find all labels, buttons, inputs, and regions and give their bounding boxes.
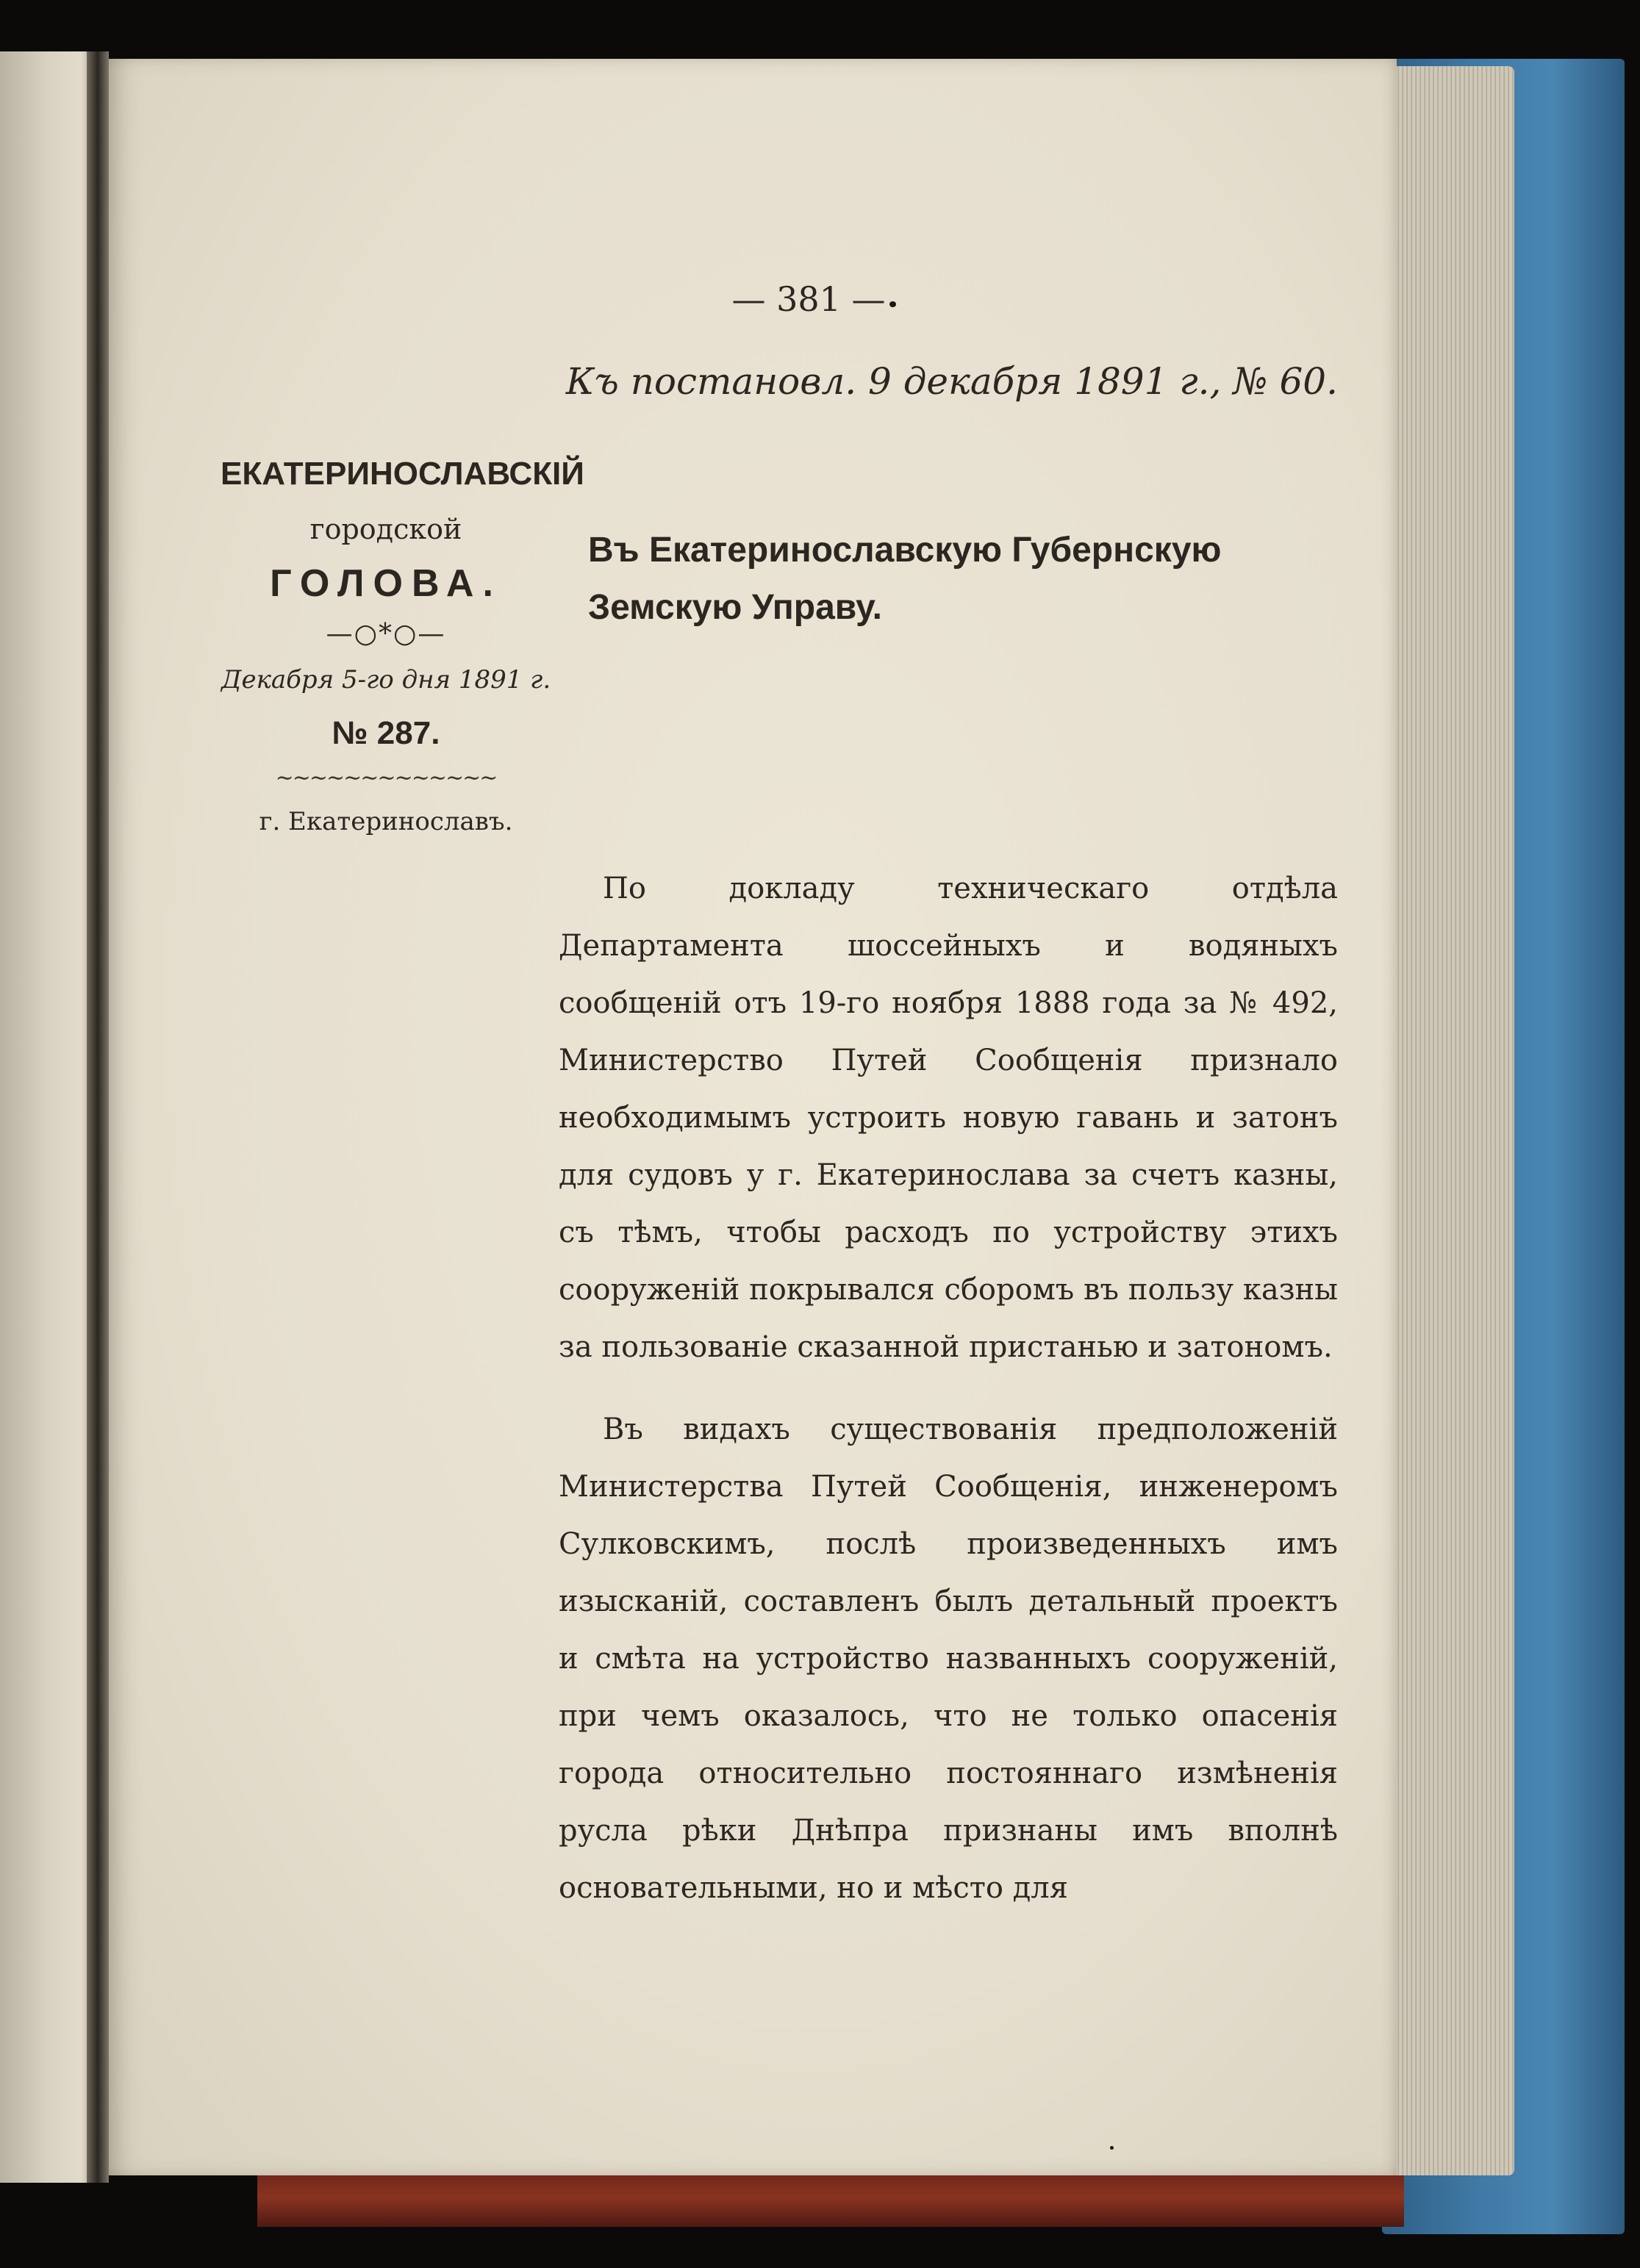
document-page xyxy=(103,59,1397,2175)
authority-org: ЕКАТЕРИНОСЛАВСКІЙ xyxy=(221,456,584,492)
ornament-divider: —○*○— xyxy=(326,619,446,649)
paragraph-2: Въ видахъ существованія предположеній Министерства Путей Сообщенія, инженеромъ Сулковскимъ, послѣ произведенныхъ имъ изысканій, составленъ былъ детальный проектъ и смѣта на устройство названныхъ сооруженій, при чемъ оказалось, что не только опасенія города относительно постояннаго измѣненія русла рѣки Днѣпра признаны имъ вполнѣ основательными, но и мѣсто для xyxy=(559,1413,1338,1905)
authority-city: городской xyxy=(309,513,462,545)
book-gutter xyxy=(87,51,109,2183)
paper-speck xyxy=(889,301,896,307)
left-page xyxy=(0,51,96,2183)
addressee: Въ Екатеринославскую Губернскую Земскую Управу. xyxy=(588,531,1222,627)
paragraph-1: По докладу техническаго отдѣла Департамента шоссейныхъ и водяныхъ сообщеній отъ 19-го ноября 1888 года за № 492, Министерство Путей Сообщенія признало необходимымъ устроить новую гавань и затонъ для судовъ у г. Екатеринослава за счетъ казны, съ тѣмъ, чтобы расходъ по устройству этихъ сооруженій покрывался сборомъ въ пользу казны за пользованіе сказанной пристанью и затономъ. xyxy=(559,872,1338,1364)
order-reference: Къ постановл. 9 декабря 1891 г., № 60. xyxy=(565,360,1338,403)
document-date: Декабря 5-го дня 1891 г. xyxy=(221,665,551,695)
body-text xyxy=(559,860,1338,1942)
page-edges xyxy=(1382,66,1514,2175)
document-number: № 287. xyxy=(332,715,440,751)
page-number: — 381 — xyxy=(731,279,886,319)
book-binding-edge xyxy=(257,2168,1404,2227)
paper-speck xyxy=(1110,2146,1114,2150)
issuing-authority xyxy=(221,456,584,836)
document-place: г. Екатеринославъ. xyxy=(259,807,513,836)
wavy-divider: ∼∼∼∼∼∼∼∼∼∼∼∼∼ xyxy=(275,765,497,791)
authority-title: ГОЛОВА. xyxy=(270,562,502,605)
